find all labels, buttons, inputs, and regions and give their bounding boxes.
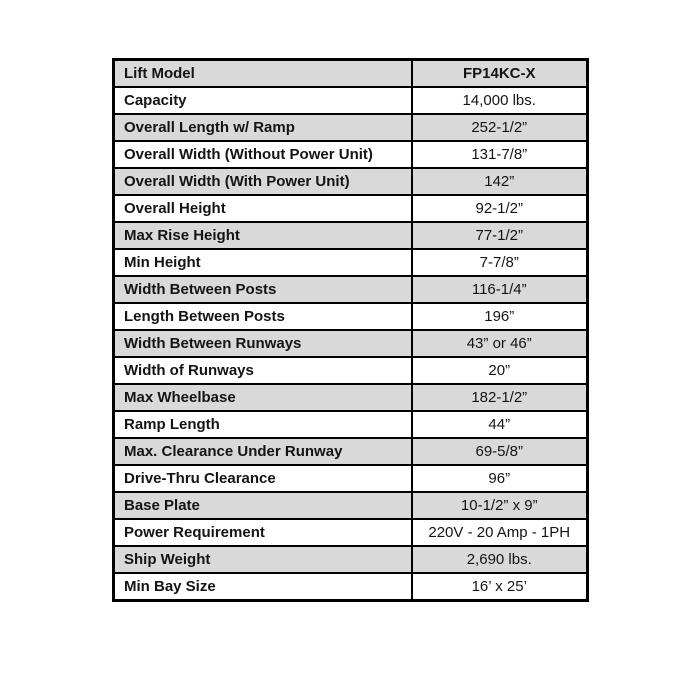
table-row xyxy=(114,357,588,384)
table-row xyxy=(114,141,588,168)
spec-label: Power Requirement xyxy=(114,519,412,546)
table-row xyxy=(114,519,588,546)
spec-value: 252-1/2” xyxy=(412,114,588,141)
table-row xyxy=(114,384,588,411)
spec-table-body xyxy=(114,60,588,601)
table-row xyxy=(114,222,588,249)
table-row xyxy=(114,114,588,141)
table-row xyxy=(114,573,588,601)
table-row xyxy=(114,330,588,357)
spec-value: 69-5/8” xyxy=(412,438,588,465)
spec-label: Ship Weight xyxy=(114,546,412,573)
spec-value: 10-1/2” x 9” xyxy=(412,492,588,519)
spec-value: 43” or 46” xyxy=(412,330,588,357)
table-row xyxy=(114,438,588,465)
spec-value: 20” xyxy=(412,357,588,384)
spec-value: FP14KC-X xyxy=(412,60,588,88)
spec-value: 116-1/4” xyxy=(412,276,588,303)
spec-value: 77-1/2” xyxy=(412,222,588,249)
spec-label: Capacity xyxy=(114,87,412,114)
spec-table xyxy=(112,58,589,602)
table-row xyxy=(114,249,588,276)
table-row xyxy=(114,168,588,195)
spec-value: 96” xyxy=(412,465,588,492)
table-row xyxy=(114,87,588,114)
spec-label: Max Wheelbase xyxy=(114,384,412,411)
spec-value: 196” xyxy=(412,303,588,330)
spec-value: 131-7/8” xyxy=(412,141,588,168)
spec-label: Ramp Length xyxy=(114,411,412,438)
table-row xyxy=(114,195,588,222)
spec-label: Max. Clearance Under Runway xyxy=(114,438,412,465)
table-row xyxy=(114,411,588,438)
table-row xyxy=(114,303,588,330)
spec-label: Overall Width (With Power Unit) xyxy=(114,168,412,195)
spec-label: Width Between Runways xyxy=(114,330,412,357)
spec-label: Overall Width (Without Power Unit) xyxy=(114,141,412,168)
spec-label: Length Between Posts xyxy=(114,303,412,330)
spec-value: 92-1/2” xyxy=(412,195,588,222)
spec-label: Max Rise Height xyxy=(114,222,412,249)
spec-label: Width Between Posts xyxy=(114,276,412,303)
spec-value: 16’ x 25’ xyxy=(412,573,588,601)
spec-label: Base Plate xyxy=(114,492,412,519)
spec-value: 7-7/8” xyxy=(412,249,588,276)
spec-label: Lift Model xyxy=(114,60,412,88)
table-row xyxy=(114,60,588,88)
spec-value: 182-1/2” xyxy=(412,384,588,411)
table-row xyxy=(114,465,588,492)
spec-value: 220V - 20 Amp - 1PH xyxy=(412,519,588,546)
spec-label: Overall Length w/ Ramp xyxy=(114,114,412,141)
spec-value: 14,000 lbs. xyxy=(412,87,588,114)
spec-value: 2,690 lbs. xyxy=(412,546,588,573)
spec-label: Min Bay Size xyxy=(114,573,412,601)
table-row xyxy=(114,492,588,519)
spec-label: Overall Height xyxy=(114,195,412,222)
table-row xyxy=(114,276,588,303)
spec-label: Drive-Thru Clearance xyxy=(114,465,412,492)
spec-value: 142” xyxy=(412,168,588,195)
table-row xyxy=(114,546,588,573)
spec-label: Width of Runways xyxy=(114,357,412,384)
spec-value: 44” xyxy=(412,411,588,438)
spec-label: Min Height xyxy=(114,249,412,276)
